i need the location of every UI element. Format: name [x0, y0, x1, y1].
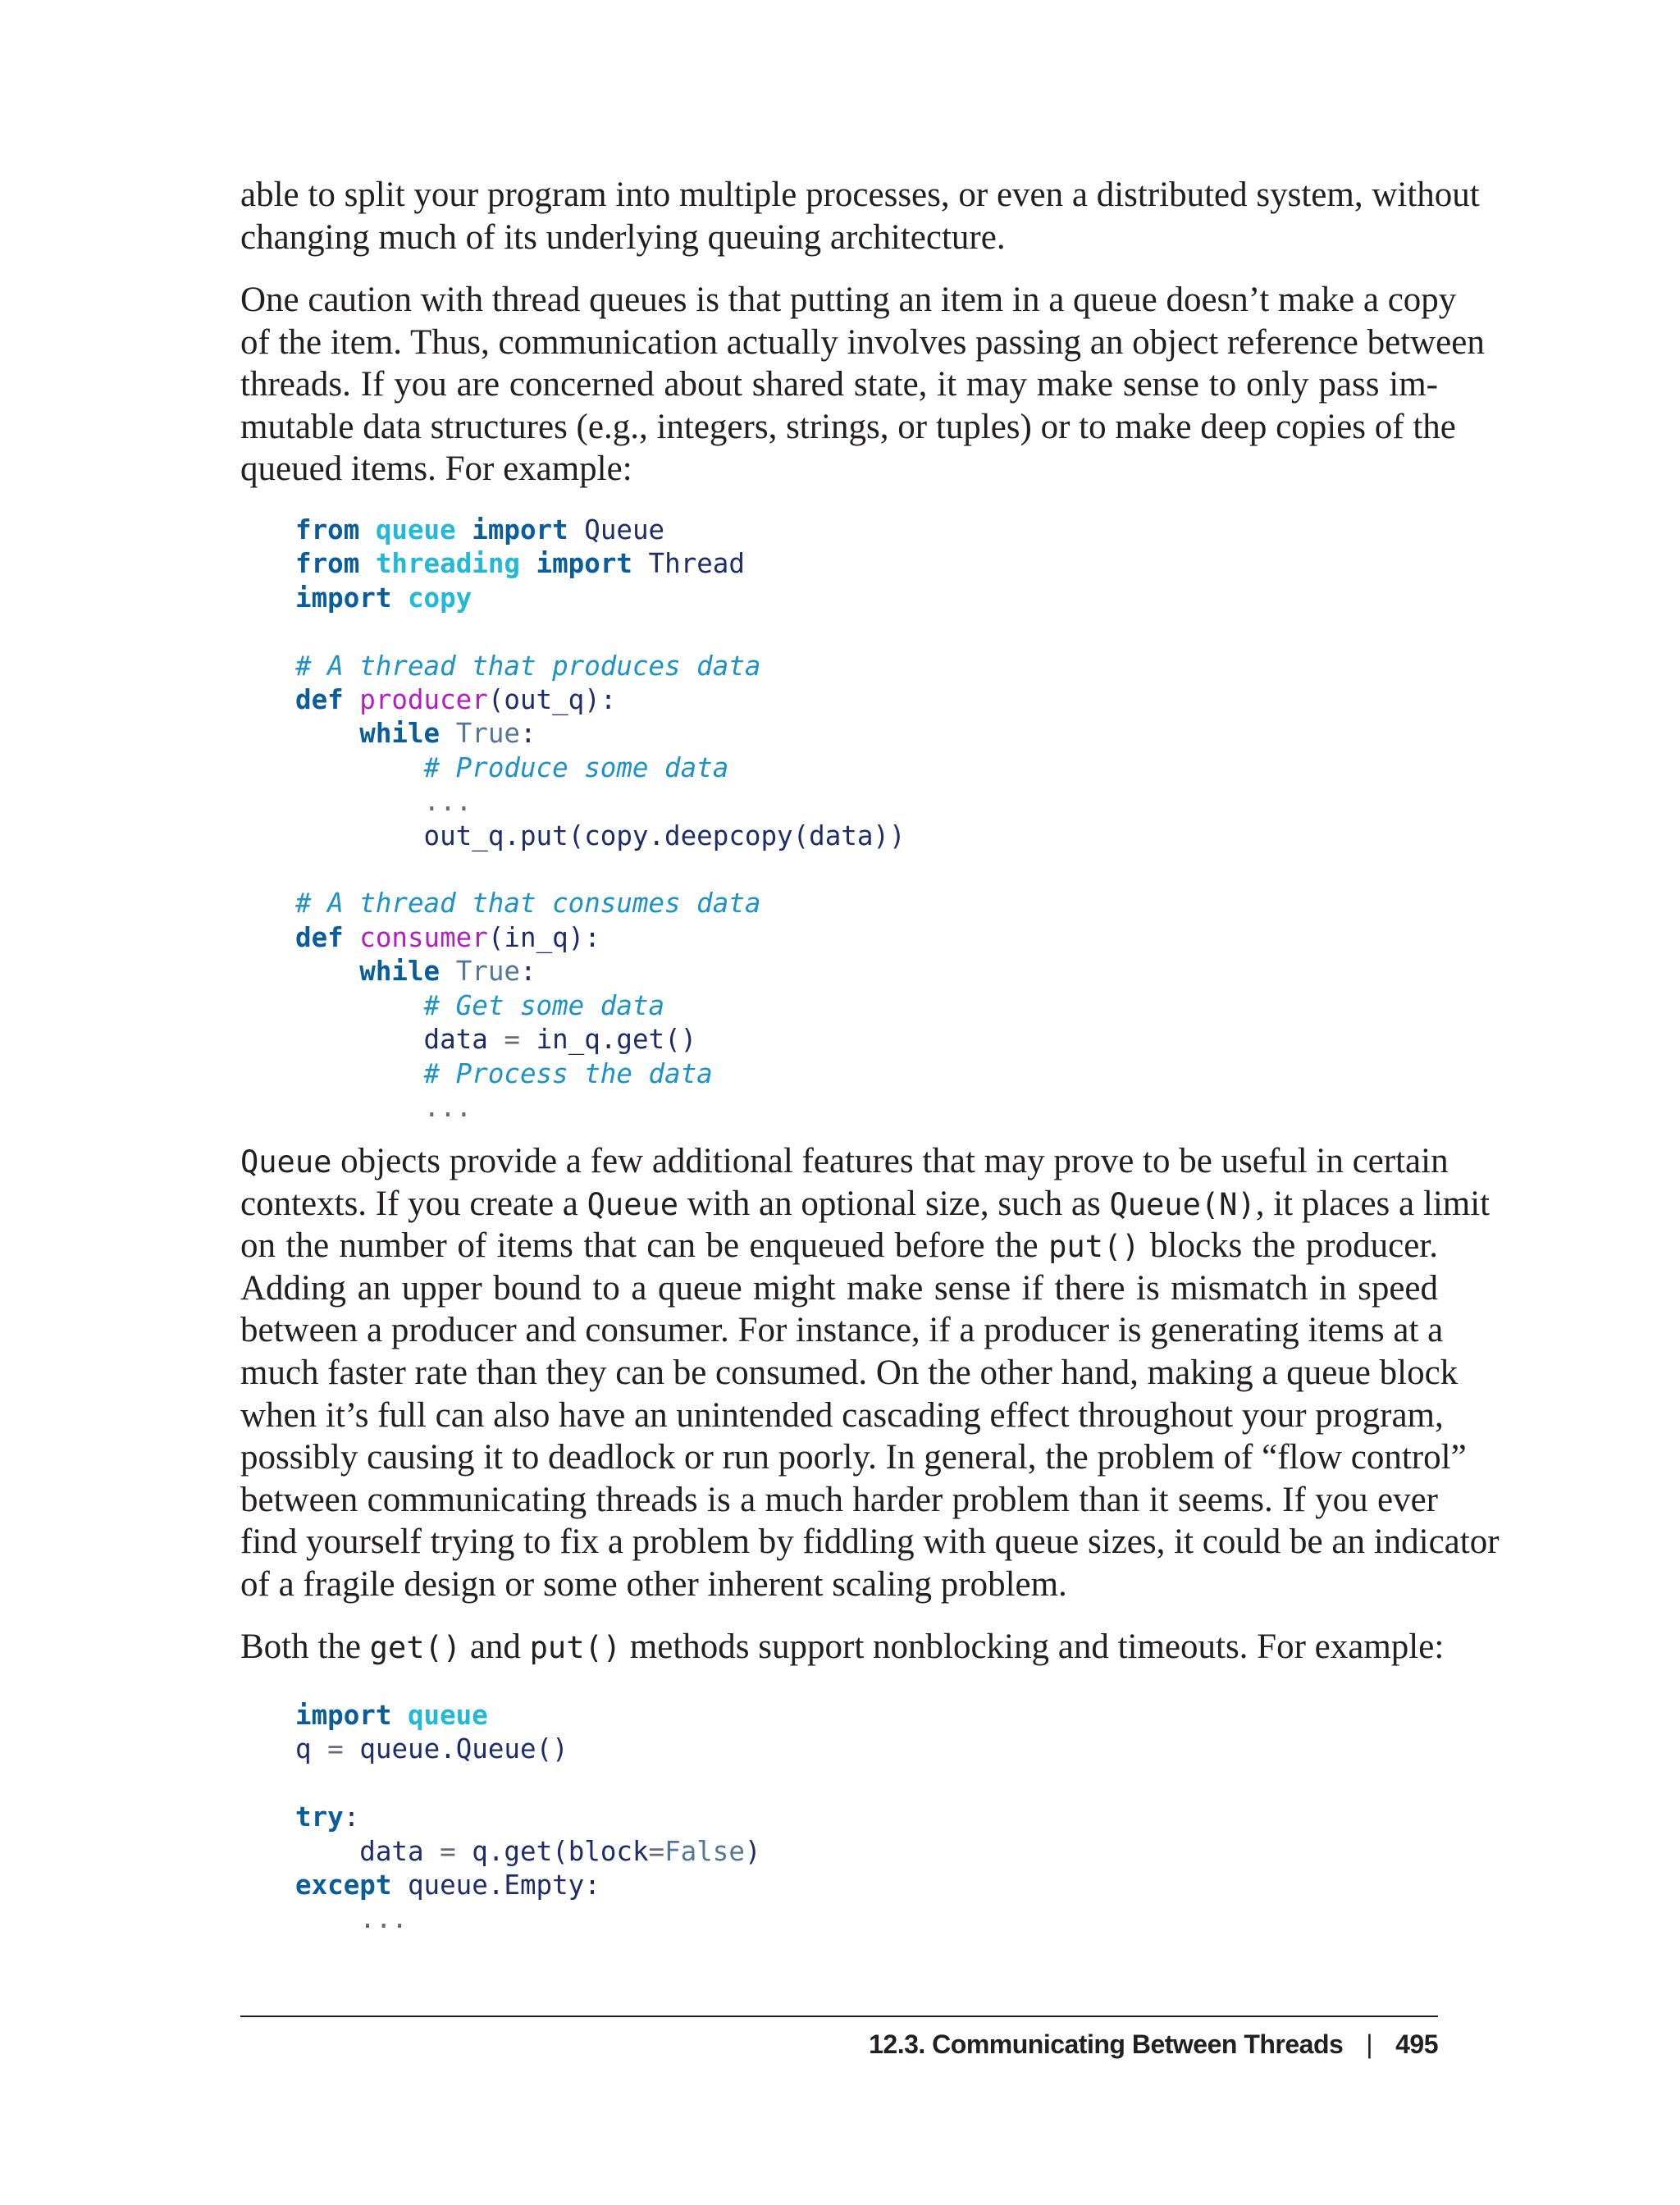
code-comment: # Produce some data [423, 751, 729, 783]
footer-separator: | [1366, 2029, 1373, 2059]
paragraph-1 [240, 174, 1480, 258]
inline-code: get() [369, 1630, 462, 1665]
text-run: and [461, 1628, 530, 1666]
paragraph-line: changing much of its underlying queuing architecture. [240, 217, 1006, 257]
code-comment: # Get some data [423, 989, 665, 1021]
keyword: def [295, 684, 344, 716]
ellipsis: ... [423, 1091, 472, 1123]
identifier: q [295, 1733, 312, 1765]
module-name: queue [407, 1700, 488, 1731]
keyword: except [295, 1869, 392, 1901]
code-comment: # A thread that consumes data [295, 888, 761, 920]
code-comment: # A thread that produces data [295, 650, 761, 682]
paragraph-line: queued items. For example: [240, 450, 632, 489]
text-run: on the number of items that can be enqueued before the [240, 1226, 1049, 1266]
paragraph-line: of a fragile design or some other inherent scaling problem. [240, 1564, 1067, 1604]
footer-section-title: 12.3. Communicating Between Threads [869, 2029, 1344, 2059]
module-name: threading [375, 548, 520, 580]
paragraph-line [240, 1183, 1491, 1226]
page-number: 495 [1395, 2029, 1438, 2059]
keyword: import [295, 1700, 392, 1731]
running-footer [240, 2026, 1438, 2062]
inline-code: Queue(N) [1109, 1186, 1256, 1222]
inline-code: Queue [587, 1186, 679, 1222]
builtin: True [455, 956, 520, 988]
identifier: data [359, 1835, 424, 1867]
code-statement: in_q.get() [536, 1024, 697, 1056]
text-run: Both the [240, 1628, 370, 1666]
parameters: (out_q): [487, 684, 617, 716]
keyword: try [295, 1801, 344, 1833]
paragraph-line: much faster rate than they can be consumed. On the other hand, making a queue block [240, 1353, 1459, 1392]
keyword: from [295, 548, 360, 580]
punctuation: : [343, 1801, 360, 1833]
keyword: while [359, 718, 441, 750]
operator: = [504, 1024, 520, 1056]
paragraph-line: when it’s full can also have an unintended cascading effect throughout your program, [240, 1395, 1444, 1435]
punctuation: : [519, 718, 536, 750]
code-block-2 [295, 1699, 761, 1937]
code-statement: q.get(block [472, 1835, 649, 1867]
identifier: Thread [648, 548, 745, 580]
module-name: queue [375, 514, 456, 546]
paragraph-line: Adding an upper bound to a queue might make sense if there is mismatch in speed [240, 1268, 1438, 1308]
punctuation: ) [744, 1835, 761, 1867]
paragraph-line: One caution with thread queues is that putting an item in a queue doesn’t make a copy [240, 281, 1457, 319]
parameters: (in_q): [487, 921, 600, 953]
builtin: False [664, 1835, 745, 1867]
paragraph-3 [240, 1140, 1500, 1606]
operator: = [648, 1835, 665, 1867]
keyword: while [359, 956, 441, 988]
paragraph-line [240, 1140, 1449, 1183]
identifier: data [423, 1024, 488, 1056]
text-run: contexts. If you create a [240, 1184, 587, 1223]
inline-code: Queue [240, 1144, 332, 1180]
ellipsis: ... [359, 1903, 408, 1935]
paragraph-line: between a producer and consumer. For instance, if a producer is generating items at a [240, 1311, 1444, 1350]
paragraph-line: able to split your program into multiple processes, or even a distributed system, without [240, 176, 1480, 214]
function-name: consumer [359, 921, 488, 953]
code-statement: out_q.put(copy.deepcopy(data)) [423, 819, 906, 851]
text-run: , it places a limit [1255, 1184, 1491, 1223]
paragraph-line: of the item. Thus, communication actually involves passing an object reference between [240, 322, 1485, 362]
paragraph-line [240, 1626, 1445, 1669]
operator: = [440, 1835, 456, 1867]
identifier: Queue [584, 514, 665, 546]
punctuation: : [519, 956, 536, 988]
keyword: from [295, 514, 360, 546]
keyword: import [472, 514, 568, 546]
paragraph-4 [240, 1626, 1445, 1669]
keyword: import [536, 548, 632, 580]
code-comment: # Process the data [423, 1057, 713, 1089]
paragraph-line: possibly causing it to deadlock or run poorly. In general, the problem of “flow control” [240, 1438, 1467, 1477]
function-name: producer [359, 684, 488, 716]
text-run: objects provide a few additional features that may prove to be useful in certain [331, 1142, 1449, 1180]
keyword: def [295, 921, 344, 953]
paragraph-line: find yourself trying to fix a problem by fiddling with queue sizes, it could be an indicator [240, 1522, 1500, 1562]
ellipsis: ... [423, 786, 472, 818]
footer-rule [240, 2016, 1438, 2017]
paragraph-line: threads. If you are concerned about shared state, it may make sense to only pass im- [240, 365, 1438, 404]
paragraph-line [240, 1225, 1438, 1267]
code-block-1 [295, 514, 906, 1125]
paragraph-line: mutable data structures (e.g., integers, strings, or tuples) or to make deep copies of the [240, 407, 1456, 446]
identifier: queue.Empty [407, 1869, 585, 1901]
keyword: import [295, 582, 392, 614]
builtin: True [455, 718, 520, 750]
text-run: methods support nonblocking and timeouts. For example: [621, 1628, 1445, 1666]
inline-code: put() [1048, 1229, 1140, 1265]
module-name: copy [407, 582, 472, 614]
paragraph-line: between communicating threads is a much harder problem than it seems. If you ever [240, 1480, 1438, 1519]
text-run: blocks the producer. [1139, 1226, 1438, 1266]
operator: = [327, 1733, 344, 1765]
paragraph-2 [240, 279, 1485, 491]
inline-code: put() [529, 1630, 622, 1665]
code-statement: queue.Queue() [359, 1733, 568, 1765]
text-run: with an optional size, such as [678, 1184, 1110, 1223]
punctuation: : [584, 1869, 600, 1901]
